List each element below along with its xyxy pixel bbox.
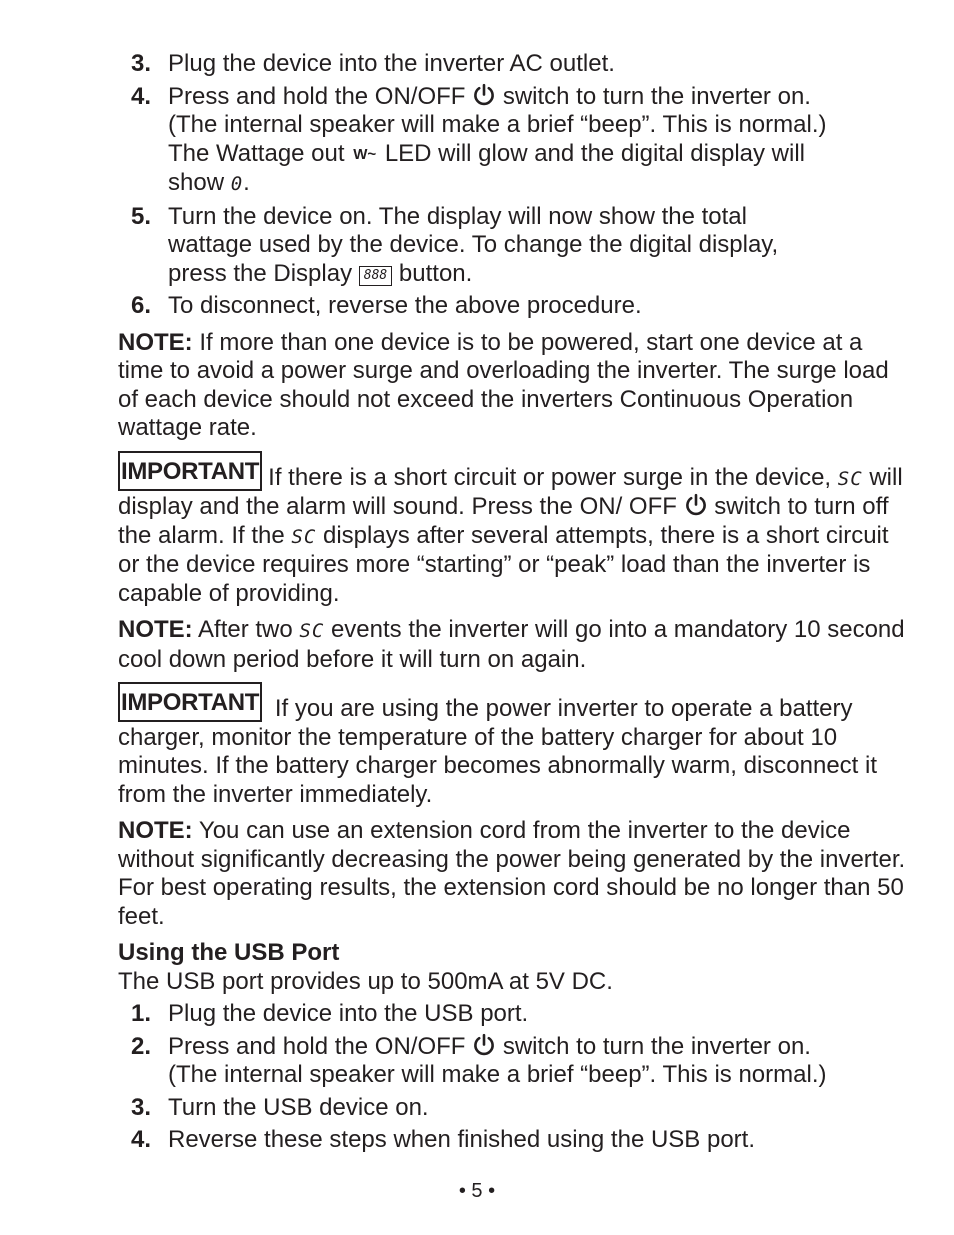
list-item — [118, 50, 908, 79]
power-icon — [684, 493, 708, 517]
list-item — [118, 83, 908, 199]
manual-page — [118, 50, 908, 1159]
note-label: NOTE: — [118, 817, 193, 844]
important-text: If there is a short circuit or power surge in the device, — [268, 463, 832, 491]
note-paragraph — [118, 329, 908, 443]
important-text: will display and the alarm will sound. Press the ON/ OFF — [118, 463, 903, 520]
list-item — [118, 1094, 908, 1123]
step-number: 3. — [131, 1093, 152, 1121]
step-number: 6. — [131, 292, 152, 319]
important-paragraph — [118, 682, 908, 809]
power-icon — [472, 83, 496, 107]
important-text: displays after several attempts, there is a short circuit or the device requires more “starting” or “peak” load than the inverter is capable of providing. — [118, 521, 889, 607]
step-text: Turn the USB device on. — [168, 1093, 429, 1121]
note-paragraph — [118, 817, 908, 931]
step-number: 3. — [131, 50, 152, 77]
list-item — [118, 1000, 908, 1029]
step-text-part: (The internal speaker will make a brief “beep”. This is normal.) — [168, 111, 827, 138]
note-text: events the inverter will go into a mandatory 10 second cool down period before it will turn on again. — [118, 616, 905, 673]
step-text-part: LED will glow and the digital display will — [384, 139, 806, 167]
note-text: You can use an extension cord from the inverter to the device without significantly decreasing the power being generated by the inverter. For best operating results, the extension cord should be no longer than 50 feet. — [118, 817, 906, 930]
important-paragraph — [118, 451, 908, 609]
sc-display-glyph: SC — [837, 467, 863, 490]
step-text: Plug the device into the USB port. — [168, 1000, 529, 1027]
step-number: 2. — [131, 1032, 152, 1060]
step-text-part: switch to turn the inverter on. — [502, 82, 811, 110]
note-label: NOTE: — [118, 328, 193, 356]
list-item — [118, 1033, 908, 1090]
display-zero-glyph: 0 — [230, 173, 244, 195]
list-item — [118, 1126, 908, 1155]
sc-display-glyph: SC — [299, 620, 325, 642]
step-text-part: Press and hold the ON/OFF — [168, 82, 466, 110]
important-badge: IMPORTANT — [118, 682, 262, 722]
step-text: To disconnect, reverse the above procedure. — [168, 292, 642, 319]
note-paragraph — [118, 616, 908, 674]
step-number: 4. — [131, 1126, 152, 1153]
step-text-part: wattage used by the device. To change the digital display, — [168, 231, 779, 258]
note-text: If more than one device is to be powered, start one device at a time to avoid a power surge and overloading the inverter. The surge load of each device should not exceed the inverters Continuous Operation wattage rate. — [118, 328, 889, 441]
step-number: 1. — [131, 1000, 152, 1027]
list-item — [118, 203, 908, 289]
step-text-part: Turn the device on. The display will now show the total — [168, 202, 747, 230]
step-text-part: (The internal speaker will make a brief “beep”. This is normal.) — [168, 1061, 827, 1088]
step-text: Reverse these steps when finished using the USB port. — [168, 1126, 755, 1153]
step-text-part: show — [168, 169, 225, 196]
power-icon — [472, 1033, 496, 1057]
wattage-icon: W~ — [353, 145, 377, 163]
page-number: • 5 • — [458, 1180, 496, 1202]
step-text-part: press the Display — [168, 259, 353, 287]
procedure-list-ac — [118, 50, 908, 321]
display-888-icon: 888 — [359, 266, 392, 286]
step-text-part: button. — [398, 259, 473, 287]
important-text: If you are using the power inverter to operate a battery charger, monitor the temperature of the battery charger for about 10 minutes. If the battery charger becomes abnormally warm, disconnect it from the inverter immediately. — [118, 695, 877, 808]
step-text — [168, 1033, 908, 1090]
list-item — [118, 292, 908, 321]
note-label: NOTE: — [118, 616, 193, 643]
step-text-part: . — [243, 169, 250, 196]
usb-intro: The USB port provides up to 500mA at 5V DC. — [118, 967, 613, 995]
step-text-part: switch to turn the inverter on. — [502, 1032, 811, 1060]
procedure-list-usb — [118, 1000, 908, 1155]
important-text: switch to turn off the alarm. If the — [118, 493, 889, 549]
important-badge: IMPORTANT — [118, 451, 262, 491]
sc-display-glyph: SC — [291, 525, 317, 548]
step-text — [168, 203, 908, 289]
section-heading-usb: Using the USB Port — [118, 939, 340, 966]
step-text: Plug the device into the inverter AC outlet. — [168, 50, 615, 77]
note-text: After two — [198, 616, 293, 643]
step-text — [168, 83, 908, 199]
step-number: 5. — [131, 202, 152, 230]
step-text-part: The Wattage out — [168, 139, 345, 167]
step-number: 4. — [131, 82, 152, 110]
step-text-part: Press and hold the ON/OFF — [168, 1032, 466, 1060]
